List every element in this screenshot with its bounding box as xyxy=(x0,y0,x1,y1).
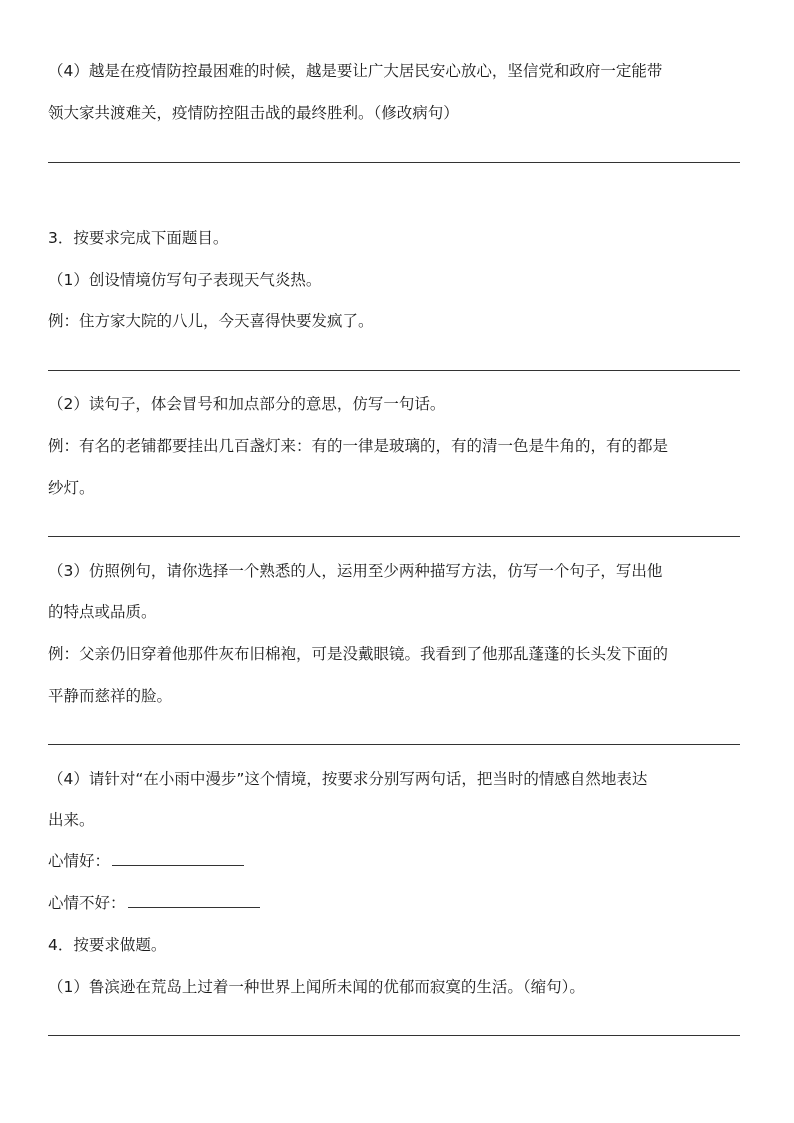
q4-1-answer-line[interactable] xyxy=(48,1035,740,1036)
q3-4-bad-mood-blank[interactable] xyxy=(128,893,260,908)
q3-3-example-line1: 例：父亲仍旧穿着他那件灰布旧棉袍，可是没戴眼镜。我看到了他那乱蓬蓬的长头发下面的 xyxy=(48,645,669,663)
q2-4-prompt-line2: 领大家共渡难关，疫情防控阻击战的最终胜利。（修改病句） xyxy=(48,104,459,122)
q3-4-good-mood-blank[interactable] xyxy=(112,851,244,866)
q3-4-good-mood-row xyxy=(48,851,244,871)
q3-4-prompt-line2: 出来。 xyxy=(48,811,95,829)
q3-3-prompt-line1: （3）仿照例句，请你选择一个熟悉的人，运用至少两种描写方法，仿写一个句子，写出他 xyxy=(48,562,663,580)
q3-2-answer-line[interactable] xyxy=(48,536,740,537)
q3-4-prompt-line1: （4）请针对“在小雨中漫步”这个情境，按要求分别写两句话，把当时的情感自然地表达 xyxy=(48,770,648,788)
q3-1-prompt: （1）创设情境仿写句子表现天气炎热。 xyxy=(48,271,322,289)
q4-1-prompt: （1）鲁滨逊在荒岛上过着一种世界上闻所未闻的优郁而寂寞的生活。（缩句）。 xyxy=(48,978,585,996)
q2-4-prompt-line1: （4）越是在疫情防控最困难的时候，越是要让广大居民安心放心，坚信党和政府一定能带 xyxy=(48,62,663,80)
q2-4-answer-line[interactable] xyxy=(48,162,740,163)
q3-1-example: 例：住方家大院的八儿，今天喜得快要发疯了。 xyxy=(48,312,374,330)
q3-3-example-line2: 平静而慈祥的脸。 xyxy=(48,687,173,705)
q3-1-answer-line[interactable] xyxy=(48,370,740,371)
q3-2-example-line1: 例：有名的老铺都要挂出几百盏灯来：有的一律是玻璃的，有的清一色是牛角的，有的都是 xyxy=(48,437,669,455)
q3-2-example-line2: 纱灯。 xyxy=(48,479,95,497)
q3-4-good-mood-label: 心情好： xyxy=(48,852,111,870)
q3-3-answer-line[interactable] xyxy=(48,744,740,745)
q3-heading: 3．按要求完成下面题目。 xyxy=(48,229,229,247)
q3-2-prompt: （2）读句子，体会冒号和加点部分的意思，仿写一句话。 xyxy=(48,395,446,413)
q3-4-bad-mood-row xyxy=(48,893,260,913)
q3-3-prompt-line2: 的特点或品质。 xyxy=(48,603,157,621)
q4-heading: 4．按要求做题。 xyxy=(48,936,167,954)
q3-4-bad-mood-label: 心情不好： xyxy=(48,894,126,912)
